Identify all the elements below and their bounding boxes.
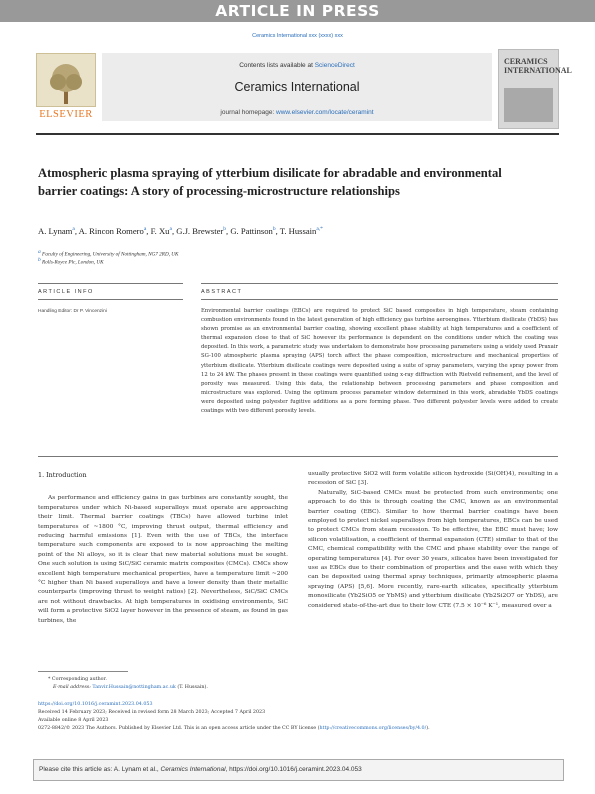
affiliation-marker: b — [38, 257, 41, 263]
author-list: A. Lynam$^a$, A. Rincon Romero$^a$, F. Xu$^a$, G.J. Brewster$^b$, G. Pattinson$^b$, T. Hussain$^{a,*}$ — [38, 226, 323, 236]
author-affiliation-marker[interactable]: a — [72, 226, 75, 233]
cover-title: CERAMICS INTERNATIONAL — [504, 57, 572, 75]
journal-homepage-line — [102, 109, 492, 116]
author-name[interactable]: G. Pattinson — [230, 226, 273, 236]
abstract-text: Environmental barrier coatings (EBCs) are required to protect SiC based composites in high temperature, steam containing combustion environments found in the latest generation of high efficiency gas turbine aeroengines. Ytterbium disilicate (YbDS) has shown promise as an environmental barrier coating, showing excellent phase stability at high temperatures and a coefficient of thermal expansion close to that of SiC however its performance is dependent on the conditions under which the coating was deposited. In this work, a parametric study was undertaken to demonstrate how processing parameters using a widely used Praxair SG-100 atmospheric plasma spraying (APS) torch affect the phase composition, microstructure and mechanical properties of ytterbium disilicate. Ytterbium disilicate coatings were deposited using a suite of spray parameters, varying the spray power from 12 to 24 kW. The phases present in these coatings were quantified using x-ray diffraction with Rietveld refinement, and the level of porosity was measured. Using this data, the relationship between processing parameters and phase composition and microstructure was explored. Using the optimum process parameter window determined in this work, abradable YbDS coatings were deposited using polyester fugitive additions as a pore forming phase. Two different polyester levels were added to create coatings with two different porosity levels. — [201, 308, 558, 415]
journal-name: Ceramics International — [234, 80, 360, 94]
journal-homepage-link[interactable]: www.elsevier.com/locate/ceramint — [276, 109, 374, 116]
body-column-left — [38, 471, 288, 626]
article-info-heading: ARTICLE INFO — [38, 289, 94, 295]
journal-masthead — [36, 49, 572, 131]
doi-link[interactable]: https://doi.org/10.1016/j.ceramint.2023.04.053 — [38, 702, 153, 707]
author-name[interactable]: T. Hussain — [279, 226, 317, 236]
footnote-divider — [38, 671, 128, 672]
author-affiliation-marker[interactable]: a — [143, 226, 147, 233]
elsevier-tree-icon — [36, 53, 96, 107]
journal-cover-thumbnail[interactable] — [498, 49, 572, 129]
abstract-heading: ABSTRACT — [201, 289, 243, 295]
article-info-top-rule — [38, 283, 183, 284]
affiliation-b — [38, 257, 104, 266]
citation-prefix: Please cite this article as: A. Lynam et al., — [39, 766, 161, 773]
corresponding-author-note: * Corresponding author. — [48, 677, 107, 682]
handling-editor: Handling Editor: Dr P. Vincenzini — [38, 309, 107, 314]
homepage-prefix: journal homepage: — [220, 109, 277, 116]
section-heading-introduction: 1. Introduction — [38, 471, 87, 479]
email-footnote — [53, 685, 208, 690]
masthead-divider — [36, 133, 559, 135]
author-affiliation-marker[interactable]: a — [169, 226, 172, 233]
received-dates: Received 14 February 2023; Received in revised form 28 March 2023; Accepted 7 April 2023 — [38, 710, 266, 715]
article-in-press-banner: ARTICLE IN PRESS — [0, 0, 595, 22]
contents-prefix: Contents lists available at — [239, 62, 315, 69]
license-prefix: 0272-8842/© 2023 The Authors. Published by Elsevier Ltd. This is an open access article under the CC BY license ( — [38, 726, 320, 731]
abstract-end-rule — [38, 456, 558, 457]
author-name[interactable]: A. Lynam — [38, 226, 73, 236]
article-info-bottom-rule — [38, 299, 183, 300]
abstract-top-rule — [201, 283, 558, 284]
author-name[interactable]: G.J. Brewster — [176, 226, 224, 236]
contents-available-line — [102, 62, 492, 69]
abstract-bottom-rule — [201, 299, 558, 300]
affiliation-marker: a — [38, 249, 41, 255]
license-suffix: ). — [426, 726, 430, 731]
email-label: E-mail address: — [53, 685, 93, 690]
citation-box — [33, 759, 564, 781]
affiliation-text: Faculty of Engineering, University of Nottingham, NG7 2RD, UK — [42, 251, 179, 258]
publication-info — [38, 701, 558, 733]
available-online-date: Available online 8 April 2023 — [38, 718, 109, 723]
journal-reference-link[interactable]: Ceramics International xxx (xxxx) xxx — [252, 33, 343, 39]
publisher-name: ELSEVIER — [39, 109, 93, 120]
elsevier-logo[interactable] — [36, 53, 96, 129]
license-line — [38, 725, 558, 733]
article-title: Atmospheric plasma spraying of ytterbium disilicate for abradable and environmental barrier coatings: A story of processing-microstructure relationships — [38, 166, 502, 198]
author-name[interactable]: F. Xu — [150, 226, 170, 236]
author-name[interactable]: A. Rincon Romero — [78, 226, 144, 236]
citation-doi[interactable]: , https://doi.org/10.1016/j.ceramint.2023.04.053 — [225, 766, 362, 773]
cover-artwork — [504, 88, 553, 122]
body-column-right — [308, 470, 558, 611]
author-affiliation-marker[interactable]: b — [272, 226, 276, 233]
sciencedirect-link[interactable]: ScienceDirect — [314, 62, 355, 69]
citation-journal: Ceramics International — [160, 766, 226, 773]
body-paragraph: usually protective SiO2 will form volatile silicon hydroxide (Si(OH)4), resulting in a recession of SiC [3]. — [308, 471, 558, 487]
body-paragraph: As performance and efficiency gains in gas turbines are constantly sought, the temperatures under which Ni-based superalloys must operate are approaching their limit. Thermal barrier coatings (TBCs) have allowed turbine inlet temperatures of ~1800 °C, improving thrust output, thermal efficiency and reducing harmful emissions [1]. Even with the use of TBCs, the interface temperature such components are exposed to is now approaching the melting point of the Ni alloys, so it is clear that new material solutions must be sought. One such solution is using SiC/SiC ceramic matrix composites (CMCs). CMCs show excellent high temperature mechanical properties, have a temperature limit ~200 °C higher than Ni based superalloys and have a lower density than their metallic counterparts (improving thrust to weight ratios) [2]. Nevertheless, SiC/SiC CMCs are not without drawbacks. At high temperatures in oxidising environments, SiC will form a protective SiO2 layer however in the presence of steam, as found in gas turbines, the — [38, 495, 288, 624]
email-suffix: (T. Hussain). — [175, 685, 208, 690]
affiliation-text: Rolls-Royce Plc, London, UK — [42, 259, 104, 266]
license-link[interactable]: http://creativecommons.org/licenses/by/4.0/ — [319, 726, 427, 731]
author-affiliation-marker[interactable]: b — [223, 226, 227, 233]
body-paragraph: Naturally, SiC-based CMCs must be protected from such environments; one approach to do this is through coating the CMC, known as an environmental barrier coating (EBC). Similar to how thermal barrier coatings have been employed to protect nickel superalloys from high temperatures, EBCs can be used to protect CMCs from steam recession. To be effective, the EBC must have; low silicon volatilisation, a coefficient of thermal expansion (CTE) similar to that of the CMC, chemical compatibility with the CMC and phase stability over the range of operating temperatures [4]. For over 30 years, silicates have been investigated for use as EBCs due to their combination of properties and the ease with which they can be deposited using thermal spray techniques, primarily atmospheric plasma spraying (APS) [5,6]. More recently, rare-earth silicates, specifically ytterbium monosilicate (Yb2SiO5 or YbMS) and ytterbium disilicate (Yb2Si2O7 or YbDS), are considered state-of-the-art due to their low CTE (7.5 × 10⁻⁶ K⁻¹, measured over a — [308, 489, 558, 609]
author-email-link[interactable]: Tanvir.Hussain@nottingham.ac.uk — [92, 685, 176, 690]
author-affiliation-marker[interactable]: a,* — [316, 226, 323, 233]
